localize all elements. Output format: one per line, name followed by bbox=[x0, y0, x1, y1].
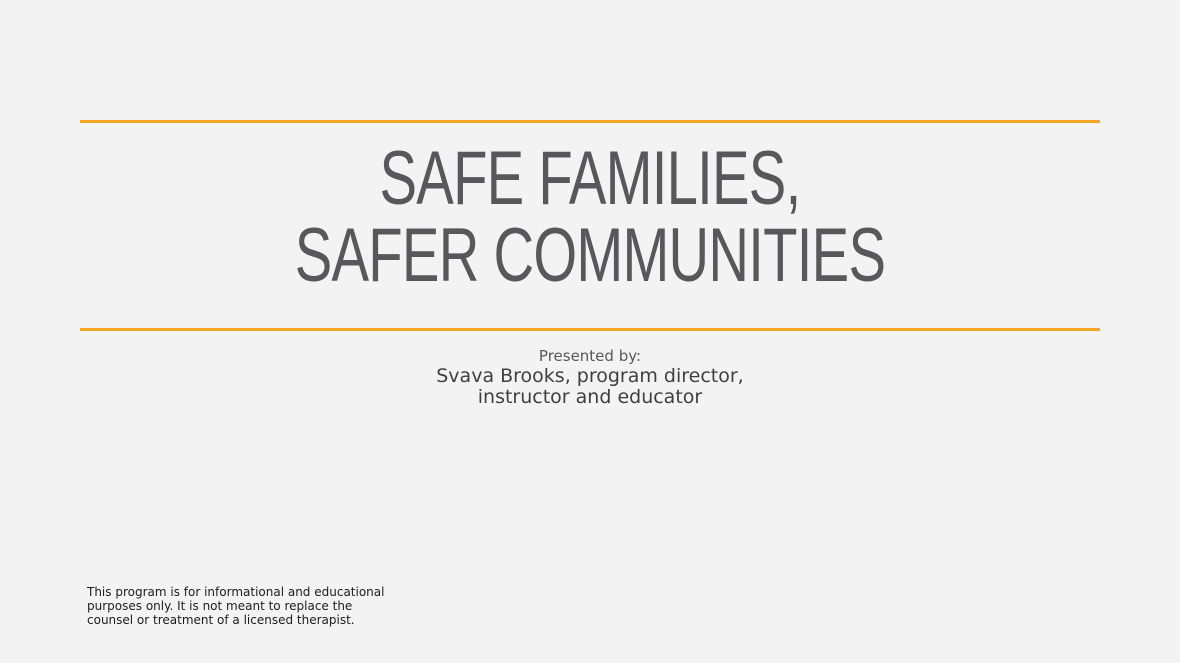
presenter-name-line: Svava Brooks, program director, bbox=[436, 365, 744, 387]
slide-title-line-2: SAFER COMMUNITIES bbox=[294, 213, 886, 298]
disclaimer-text bbox=[87, 585, 427, 627]
slide-title-line-1: SAFE FAMILIES, bbox=[379, 136, 801, 221]
disclaimer-line-3: counsel or treatment of a licensed therapist. bbox=[87, 613, 355, 627]
top-accent-rule bbox=[80, 120, 1100, 123]
presented-by-label: Presented by: bbox=[538, 347, 642, 365]
presenter-role-line: instructor and educator bbox=[477, 386, 703, 408]
slide-title bbox=[80, 136, 1100, 298]
bottom-accent-rule bbox=[80, 328, 1100, 331]
disclaimer-line-2: purposes only. It is not meant to replace the bbox=[87, 599, 353, 613]
disclaimer-line-1: This program is for informational and educational bbox=[87, 585, 385, 599]
presenter-block bbox=[80, 346, 1100, 408]
